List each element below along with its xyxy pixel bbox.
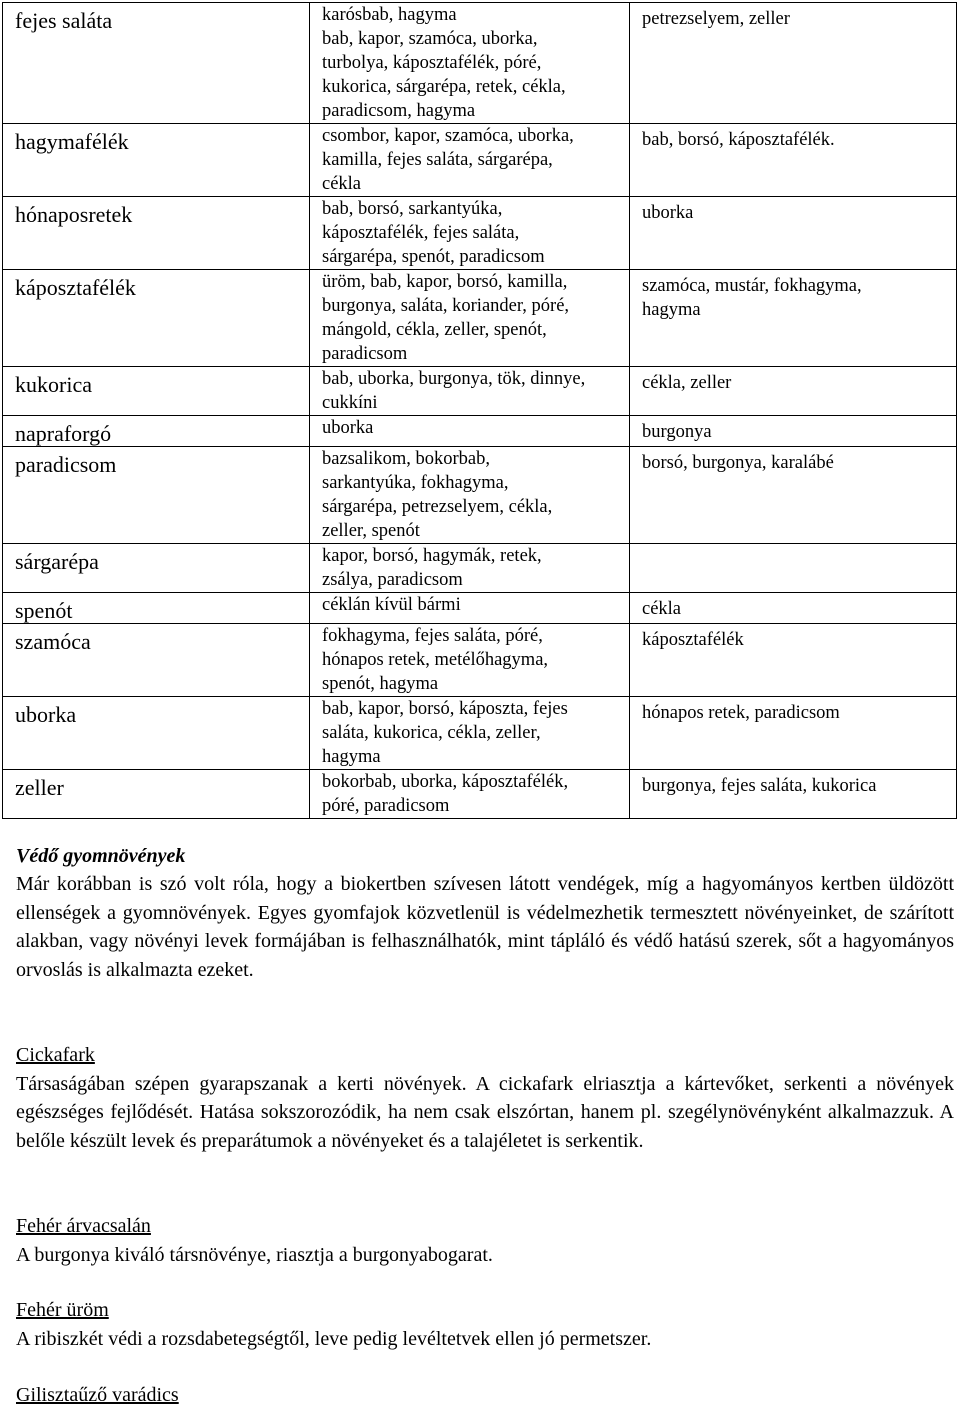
- companion-line: kapor, borsó, hagymák, retek,: [322, 546, 542, 566]
- companions-cell: [309, 593, 629, 623]
- companion-line: saláta, kukorica, cékla, zeller,: [322, 723, 541, 743]
- varadics-section: [16, 1381, 954, 1410]
- companions-cell: [309, 367, 629, 415]
- avoid-line: cékla, zeller: [642, 373, 732, 393]
- companion-line: cukkíni: [322, 393, 378, 413]
- avoid-cell: [629, 416, 957, 446]
- companion-line: karósbab, hagyma: [322, 5, 457, 25]
- avoid-cell: [629, 197, 957, 269]
- table-row: [2, 544, 957, 593]
- avoid-cell: [629, 624, 957, 696]
- plant-name-cell: kukorica: [2, 367, 309, 415]
- companion-line: póré, paradicsom: [322, 796, 450, 816]
- plant-name-cell: uborka: [2, 697, 309, 769]
- avoid-line: káposztafélék: [642, 630, 744, 650]
- companion-plant-table: [2, 2, 957, 819]
- companion-line: céklán kívül bármi: [322, 595, 461, 615]
- companions-cell: [309, 197, 629, 269]
- arvacsalan-paragraph: A burgonya kiváló társnövénye, riasztja a burgonyabogarat.: [16, 1243, 493, 1266]
- arvacsalan-title: Fehér árvacsalán: [16, 1215, 151, 1237]
- companion-line: bab, uborka, burgonya, tök, dinnye,: [322, 369, 586, 389]
- avoid-line: szamóca, mustár, fokhagyma,: [642, 276, 862, 296]
- companions-cell: [309, 270, 629, 366]
- companions-cell: [309, 544, 629, 592]
- companion-line: zsálya, paradicsom: [322, 570, 463, 590]
- table-row: [2, 770, 957, 819]
- companion-line: bokorbab, uborka, káposztafélék,: [322, 772, 569, 792]
- companion-line: hagyma: [322, 747, 381, 767]
- companion-line: sárgarépa, spenót, paradicsom: [322, 247, 545, 267]
- table-row: [2, 416, 957, 447]
- companion-line: kukorica, sárgarépa, retek, cékla,: [322, 77, 566, 97]
- urom-title: Fehér üröm: [16, 1299, 109, 1321]
- companion-line: paradicsom, hagyma: [322, 101, 476, 121]
- companions-cell: [309, 697, 629, 769]
- table-row: [2, 197, 957, 270]
- plant-name-cell: sárgarépa: [2, 544, 309, 592]
- table-row: [2, 2, 957, 124]
- companion-line: burgonya, saláta, koriander, póré,: [322, 296, 570, 316]
- plant-name-cell: paradicsom: [2, 447, 309, 543]
- table-row: [2, 624, 957, 697]
- avoid-cell: [629, 593, 957, 623]
- table-row: [2, 124, 957, 197]
- table-row: [2, 367, 957, 416]
- plant-name-cell: napraforgó: [2, 416, 309, 446]
- avoid-line: burgonya, fejes saláta, kukorica: [642, 776, 877, 796]
- table-row: [2, 447, 957, 544]
- urom-section: [16, 1296, 954, 1353]
- cickafark-section: [16, 1041, 954, 1155]
- companions-cell: [309, 416, 629, 446]
- companion-line: fokhagyma, fejes saláta, póré,: [322, 626, 543, 646]
- companion-line: káposztafélék, fejes saláta,: [322, 223, 520, 243]
- companions-cell: [309, 124, 629, 196]
- companion-line: bab, kapor, szamóca, uborka,: [322, 29, 538, 49]
- avoid-cell: [629, 544, 957, 592]
- plant-name-cell: hónaposretek: [2, 197, 309, 269]
- intro-paragraph: Már korábban is szó volt róla, hogy a biokertben szívesen látott vendégek, míg a hagyományos kertben üldözött ellenségek a gyomnövények. Egyes gyomfajok közvetlenül is védelmezhetik termesztett növényeinket, de szárított alakban, vagy növényi levek formájában is felhasználhatók, mint tápláló és védő hatású szerek, sőt a hagyományos orvoslás is alkalmazta ezeket.: [16, 873, 954, 981]
- plant-name-cell: szamóca: [2, 624, 309, 696]
- avoid-line: cékla: [642, 599, 682, 619]
- companion-line: sárgarépa, petrezselyem, cékla,: [322, 497, 553, 517]
- section-heading: Védő gyomnövények: [16, 845, 186, 867]
- companion-line: üröm, bab, kapor, borsó, kamilla,: [322, 272, 568, 292]
- plant-name-cell: káposztafélék: [2, 270, 309, 366]
- companion-line: bab, borsó, sarkantyúka,: [322, 199, 503, 219]
- companion-line: spenót, hagyma: [322, 674, 439, 694]
- plant-name-cell: fejes saláta: [2, 3, 309, 123]
- companion-line: zeller, spenót: [322, 521, 420, 541]
- avoid-cell: [629, 270, 957, 366]
- plant-name-cell: hagymafélék: [2, 124, 309, 196]
- companion-line: csombor, kapor, szamóca, uborka,: [322, 126, 574, 146]
- table-row: [2, 697, 957, 770]
- companion-line: kamilla, fejes saláta, sárgarépa,: [322, 150, 553, 170]
- cickafark-paragraph: Társaságában szépen gyarapszanak a kerti növények. A cickafark elriasztja a kártevőket, serkenti a növények egészséges fejlődését. Hatása sokszorozódik, ha nem csak elszórtan, hanem pl. szegélynövényként alkalmazzuk. A belőle készült levek és preparátumok a növényeket és a talajéletet is serkentik.: [16, 1072, 954, 1152]
- avoid-cell: [629, 770, 957, 818]
- companion-line: turbolya, káposztafélék, póré,: [322, 53, 542, 73]
- avoid-line: uborka: [642, 203, 694, 223]
- avoid-cell: [629, 447, 957, 543]
- avoid-line: hónapos retek, paradicsom: [642, 703, 840, 723]
- avoid-cell: [629, 124, 957, 196]
- companion-line: mángold, cékla, zeller, spenót,: [322, 320, 547, 340]
- urom-paragraph: A ribiszkét védi a rozsdabetegségtől, leve pedig levéltetvek ellen jó permetszer.: [16, 1327, 652, 1350]
- companion-line: cékla: [322, 174, 362, 194]
- weeds-intro-section: [16, 842, 954, 984]
- arvacsalan-section: [16, 1212, 954, 1269]
- avoid-line: borsó, burgonya, karalábé: [642, 453, 834, 473]
- companion-line: uborka: [322, 418, 374, 438]
- avoid-line: petrezselyem, zeller: [642, 9, 790, 29]
- companion-line: hónapos retek, metélőhagyma,: [322, 650, 549, 670]
- table-row: [2, 270, 957, 367]
- table-row: [2, 593, 957, 624]
- avoid-cell: [629, 367, 957, 415]
- avoid-cell: [629, 697, 957, 769]
- companions-cell: [309, 770, 629, 818]
- companions-cell: [309, 447, 629, 543]
- companion-line: sarkantyúka, fokhagyma,: [322, 473, 509, 493]
- plant-name-cell: spenót: [2, 593, 309, 623]
- companions-cell: [309, 624, 629, 696]
- companion-line: bazsalikom, bokorbab,: [322, 449, 490, 469]
- avoid-line: bab, borsó, káposztafélék.: [642, 130, 835, 150]
- companions-cell: [309, 3, 629, 123]
- avoid-line: burgonya: [642, 422, 712, 442]
- varadics-title: Gilisztaűző varádics: [16, 1384, 179, 1406]
- avoid-cell: [629, 3, 957, 123]
- companion-line: paradicsom: [322, 344, 408, 364]
- companion-line: bab, kapor, borsó, káposzta, fejes: [322, 699, 568, 719]
- cickafark-title: Cickafark: [16, 1044, 95, 1066]
- plant-name-cell: zeller: [2, 770, 309, 818]
- avoid-line: hagyma: [642, 300, 701, 320]
